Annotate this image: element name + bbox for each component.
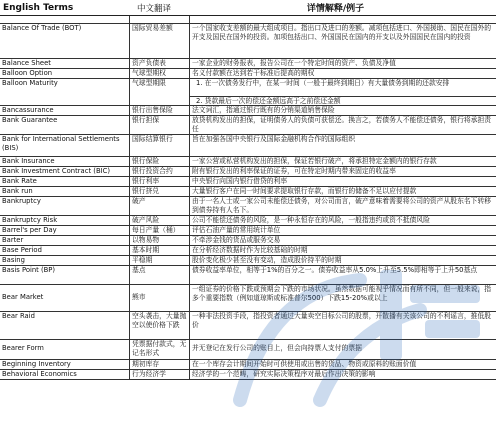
term-description: 评估石油产量的常用统计单位: [192, 226, 281, 234]
term-chinese: 期初库存: [130, 360, 190, 369]
term-english: Basing: [0, 256, 130, 265]
term-english: Bank Insurance: [0, 157, 130, 166]
header-chinese: 中文翻译: [137, 3, 172, 14]
term-chinese: 行为经济学: [130, 370, 190, 379]
term-chinese: 银行投资合约: [130, 167, 190, 176]
term-english: Bancassurance: [0, 106, 130, 115]
term-english: Bank Rate: [0, 177, 130, 186]
table-row: [0, 256, 496, 266]
term-chinese: 银行保险: [130, 157, 190, 166]
term-english: Balloon Maturity: [0, 79, 130, 105]
table-row: [0, 370, 496, 380]
table-row: [0, 116, 496, 135]
term-english: Barter: [0, 236, 130, 245]
table-row: [0, 106, 496, 116]
term-description: 并无登记在发行公司的账目上，但会向持票人支付的票据: [192, 344, 362, 352]
term-description: 债券收益率单位，相等于1%的百分之一。债券收益率从5.0%上升至5.5%即相等于上升50基点: [192, 266, 478, 274]
term-chinese: 凭票据付款式，无记名形式: [130, 340, 190, 359]
term-description: 在一个库存会计期间开始时可供使用或出售的货品、物资或原料的账面价值: [192, 360, 417, 368]
table-row: [0, 197, 496, 216]
term-chinese: 每日产量（桶）: [130, 226, 190, 235]
term-english: Balloon Option: [0, 69, 130, 78]
table-row: [0, 24, 496, 59]
table-row: [0, 59, 496, 69]
table-row: [0, 226, 496, 236]
term-chinese: 熊市: [130, 285, 190, 311]
table-row: [0, 187, 496, 197]
term-chinese: 国际贸易差额: [130, 24, 190, 58]
table-row: [0, 79, 496, 106]
term-description: 旨在加强各国中央银行及国际金融机构合作的国际组织: [192, 135, 356, 143]
term-chinese: 破产风险: [130, 216, 190, 225]
table-row: [0, 246, 496, 256]
term-description: [190, 79, 496, 105]
term-description: 一组证券的价格下跌或预期会下跌的市场状况。虽然数据可能视乎情况而有所不同，但一般来说，指多个重要指数（例如道琼斯或标准普尔500）下跌15-20%或以上: [192, 285, 492, 302]
term-chinese: 空头袭击，大量抛空以使价格下跌: [130, 312, 190, 339]
term-chinese: 气球型期权: [130, 69, 190, 78]
term-description: 一家公营或私营机构发出的担保，保证若银行破产，将承担特定金额内的银行存款: [192, 157, 437, 165]
term-description: 一个国家收支差额的最大组成项目。指出口及进口的差额。减项包括进口、外国援助、国民在国外的开支及国民在国外的投资。加项包括出口、外国国民在国内的开支以及外国国民在国内的投资: [192, 24, 492, 41]
term-chinese: 银行出售保险: [130, 106, 190, 115]
term-chinese: 平稳期: [130, 256, 190, 265]
term-chinese: 气球型期限: [130, 79, 190, 105]
term-description: 在分析经济数据时作为比较基础的时期: [192, 246, 308, 254]
term-english: Bank for International Settlements (BIS): [0, 135, 130, 156]
table-row: [0, 266, 496, 285]
table-row: [0, 340, 496, 360]
term-description: 大量银行客户在同一时间要求提取银行存款，而银行的储备不足以应付提款: [192, 187, 417, 195]
term-description: 放贷机构发出的担保，证明债务人的负债可获偿还。换言之，若债务人不能偿还债务，银行将承担责任: [192, 116, 492, 133]
term-chinese: 基点: [130, 266, 190, 284]
term-english: Behavioral Economics: [0, 370, 130, 379]
term-english: Balance Of Trade (BOT): [0, 24, 130, 58]
term-description: 一种非法投资手段，指投资者通过大量卖空目标公司的股票，开散播有关该公司的不利谣言，推低股价: [192, 312, 492, 329]
term-english: Barrel's per Day: [0, 226, 130, 235]
term-english: Bear Raid: [0, 312, 130, 339]
table-row: [0, 135, 496, 157]
term-description: 中央银行向国内银行借贷的利率: [192, 177, 288, 185]
table-row: [0, 16, 496, 24]
term-english: Bank run: [0, 187, 130, 196]
term-chinese: 资产负债表: [130, 59, 190, 68]
balloon-maturity-item-1: 1. 在一次债务发行中，在某一时间（一般于最终到期日）有大量债务到期的还款安排: [196, 79, 450, 87]
table-row: [0, 157, 496, 167]
table-row: [0, 360, 496, 370]
term-description: 公司不能偿还债务的风险，是一种永恒存在的风险，一般指违约或资不抵债风险: [192, 216, 430, 224]
table-row: [0, 167, 496, 177]
header-detail: 详情解释/例子: [306, 4, 365, 14]
term-description: 名义付款额在达到若干标准后提高的期权: [192, 69, 315, 77]
table-row: [0, 236, 496, 246]
term-description: 经济学的一个范畴，研究实际决策程序对最后作出决策的影响: [192, 370, 376, 378]
term-chinese: 以物易物: [130, 236, 190, 245]
term-english: Base Period: [0, 246, 130, 255]
term-english: Bear Market: [0, 285, 130, 311]
term-chinese: 银行利率: [130, 177, 190, 186]
term-description: 附有银行发出的利率保证的证券，可在特定时期内带来固定的收益率: [192, 167, 396, 175]
header-english: English Terms: [3, 2, 74, 13]
term-english: Basis Point (BP): [0, 266, 130, 284]
term-english: Bank Investment Contract (BIC): [0, 167, 130, 176]
term-chinese: 国际结算银行: [130, 135, 190, 156]
term-chinese: 破产: [130, 197, 190, 215]
term-english: Beginning Inventory: [0, 360, 130, 369]
term-chinese: 基本时期: [130, 246, 190, 255]
table-row: [0, 216, 496, 226]
term-english: Bearer Form: [0, 340, 130, 359]
term-english: Bankruptcy: [0, 197, 130, 215]
term-english: Balance Sheet: [0, 59, 130, 68]
table-row: [0, 312, 496, 340]
term-english: Bankruptcy Risk: [0, 216, 130, 225]
table-row: [0, 69, 496, 79]
term-description: 一家企业的财务报表，报告公司在一个特定时间的资产、负债及净值: [192, 59, 396, 67]
term-chinese: 银行挤兑: [130, 187, 190, 196]
balloon-maturity-item-2: 2. 贷款最后一次的偿还金额远高于之前偿还金额: [190, 96, 496, 105]
term-description: 由于一名人士或一家公司未能偿还债务，对公司而言，破产意味着需要将公司的资产从股东名下转移到债券持有人名下。: [192, 197, 492, 214]
term-chinese: 银行担保: [130, 116, 190, 134]
table-row: [0, 285, 496, 312]
term-description: 股价变化极少甚至没有变动，造成股价持平的时期: [192, 256, 342, 264]
term-description: 法文词汇，指通过银行既有的分销渠道销售保险: [192, 106, 335, 114]
table-header: [0, 0, 496, 16]
table-row: [0, 177, 496, 187]
term-description: 不牵涉金钱的货品或服务交易: [192, 236, 281, 244]
term-english: Bank Guarantee: [0, 116, 130, 134]
